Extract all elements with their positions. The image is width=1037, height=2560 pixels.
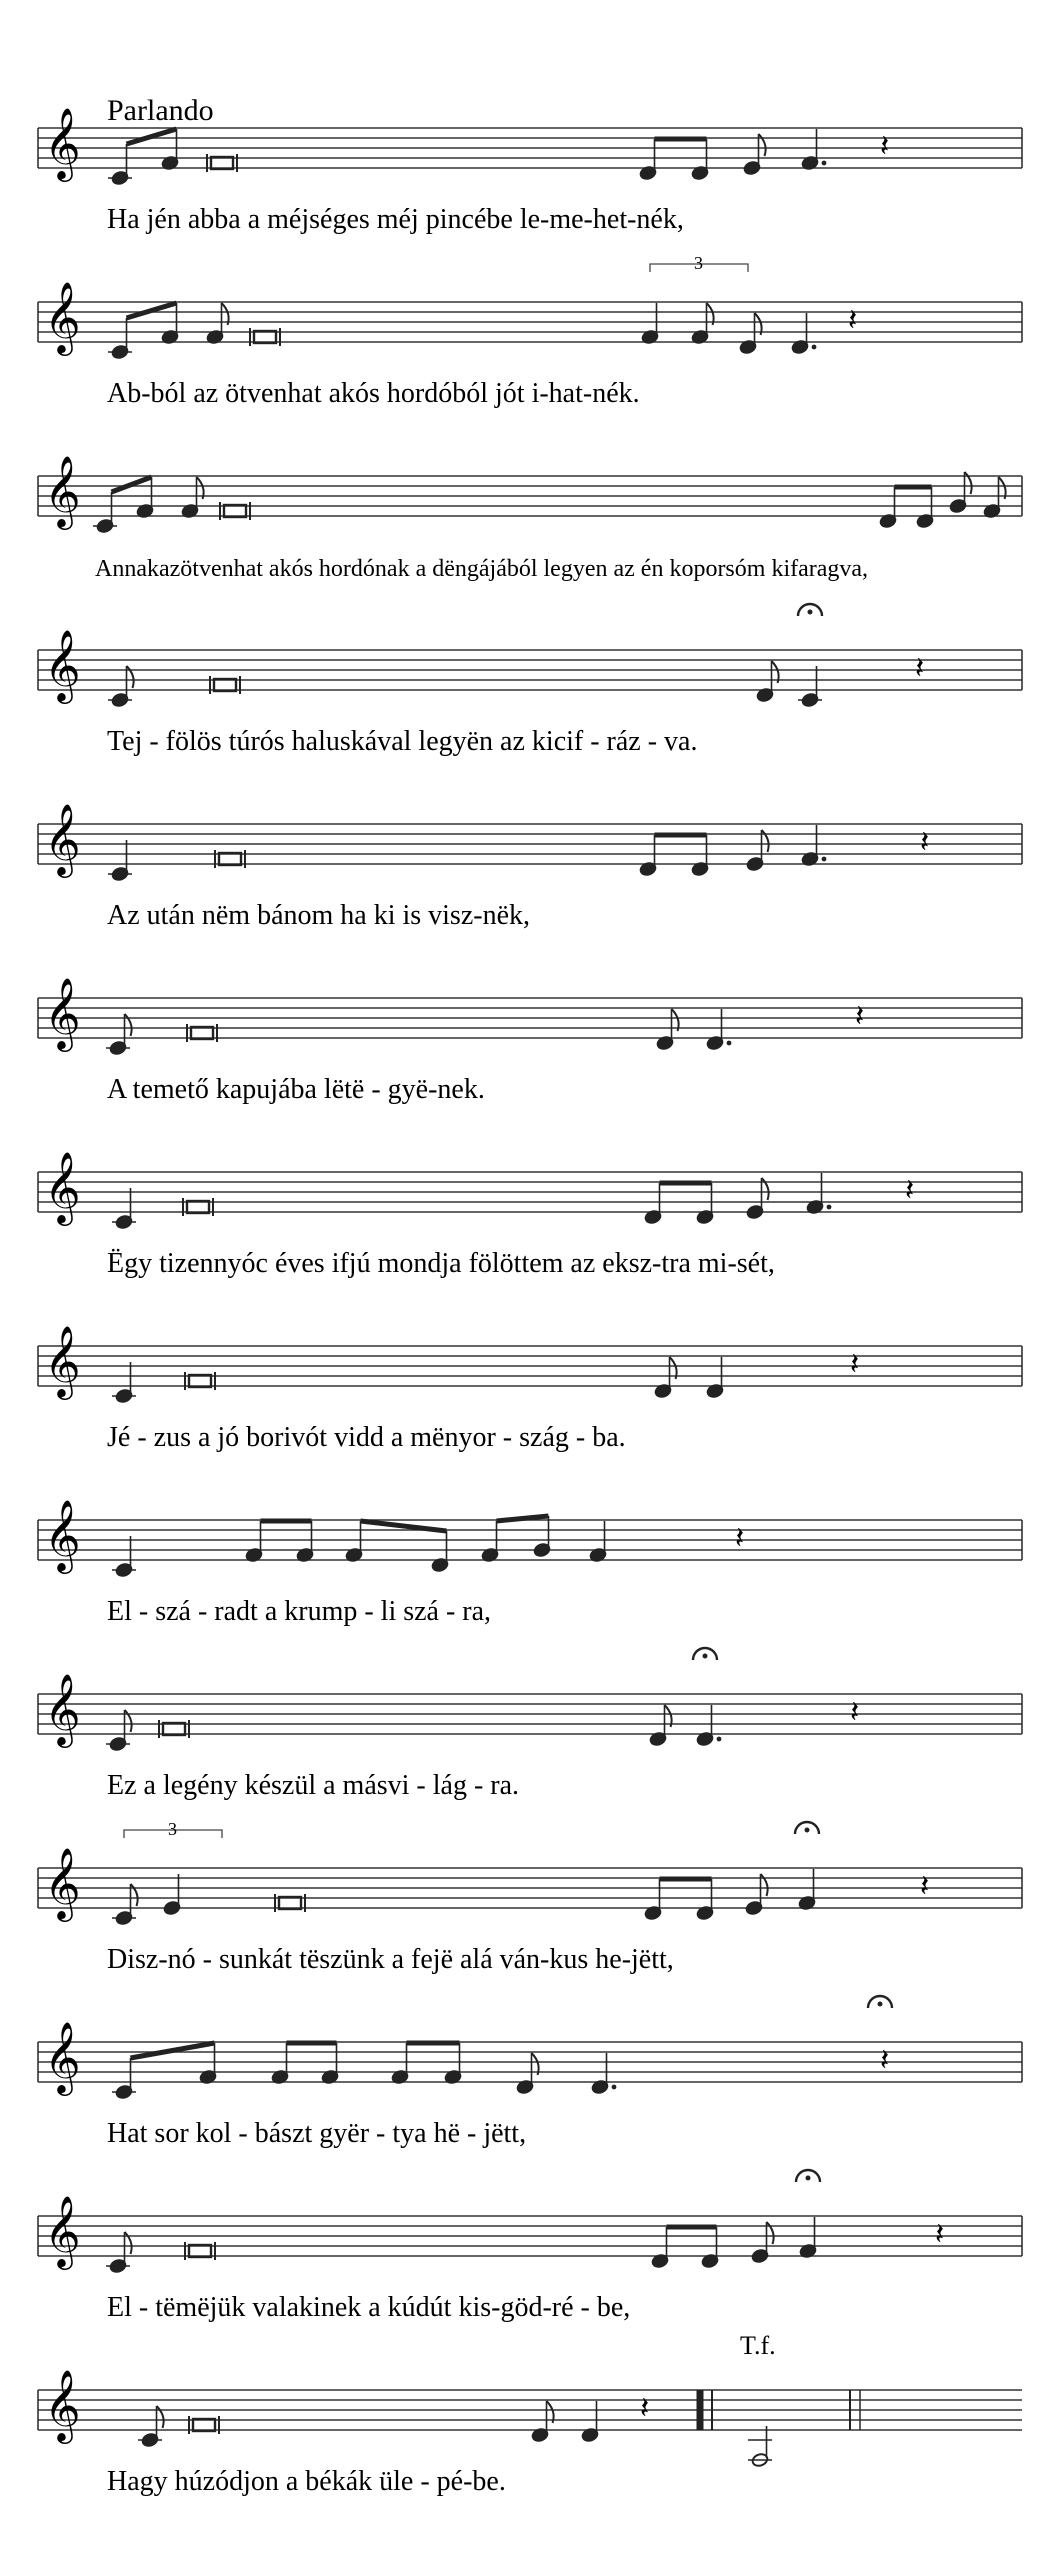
staff-system-10 — [38, 1672, 1022, 1801]
rest-icon: 𝄽 — [848, 303, 858, 338]
treble-clef-icon: 𝄞 — [44, 2368, 81, 2441]
treble-clef-icon: 𝄞 — [44, 2020, 81, 2093]
staff-system-12 — [38, 2020, 1022, 2149]
rest-icon: 𝄽 — [905, 1173, 915, 1208]
fermata-dot — [806, 2176, 811, 2181]
lyric-line: Ha jén abba a méjséges méj pincébe le-me-het-nék, — [107, 204, 684, 235]
lyric-line: Hagy húzódjon a békák üle - pé-be. — [107, 2466, 506, 2497]
rest-icon: 𝄽 — [935, 2217, 945, 2252]
beam — [131, 2043, 215, 2058]
rest-icon: 𝄽 — [735, 1521, 745, 1556]
note-dot — [822, 857, 827, 862]
breve-note — [187, 1201, 209, 1213]
breve-note — [224, 505, 246, 517]
breve-note — [279, 1897, 301, 1909]
lyric-line: Ab-ból az ötvenhat akós hordóból jót i-hat-nék. — [107, 378, 640, 409]
staff-system-3 — [38, 454, 1022, 582]
tuplet-number: 3 — [168, 1819, 177, 1839]
lyric-line: Disz-nó - sunkát tëszünk a fejë alá ván-kus he-jëtt, — [107, 1944, 674, 1975]
staff-system-4 — [38, 628, 1022, 757]
fermata-dot — [703, 1654, 708, 1659]
rest-icon: 𝄽 — [920, 825, 930, 860]
treble-clef-icon: 𝄞 — [44, 1672, 81, 1745]
lyric-line: Jé - zus a jó borivót vidd a mënyor - szág - ba. — [107, 1422, 626, 1453]
note-dot — [727, 1041, 732, 1046]
breve-note — [254, 331, 276, 343]
rest-icon: 𝄽 — [855, 999, 865, 1034]
breve-note — [219, 853, 241, 865]
lyric-line: El - szá - radt a krump - li szá - ra, — [107, 1596, 492, 1627]
staff-system-8 — [38, 1324, 1022, 1453]
staff-system-2 — [38, 280, 1022, 409]
note-dot — [612, 2085, 617, 2090]
staff-system-13 — [38, 2194, 1022, 2323]
staff-system-9 — [38, 1498, 1022, 1627]
tempo-marking: Parlando — [107, 94, 214, 127]
rest-icon: 𝄽 — [850, 1695, 860, 1730]
breve-note — [193, 2419, 215, 2431]
note-dot — [827, 1205, 832, 1210]
rest-icon: 𝄽 — [920, 1869, 930, 1904]
beam — [127, 303, 177, 318]
fermata-dot — [805, 1828, 810, 1833]
lyric-line: Tej - fölös túrós haluskával legyën az kicif - ráz - va. — [107, 726, 698, 757]
treble-clef-icon: 𝄞 — [44, 1324, 81, 1397]
treble-clef-icon: 𝄞 — [44, 976, 81, 1049]
beam — [127, 129, 177, 144]
lyric-line: A temető kapujába lëtë - gyë-nek. — [107, 1074, 485, 1105]
breve-note — [214, 679, 236, 691]
treble-clef-icon: 𝄞 — [44, 628, 81, 701]
breve-note — [189, 1375, 211, 1387]
rest-icon: 𝄽 — [880, 2043, 890, 2078]
fermata-dot — [878, 2002, 883, 2007]
breve-note — [189, 2245, 211, 2257]
note-dot — [717, 1737, 722, 1742]
staff-system-14 — [38, 2368, 1022, 2497]
staff-system-5 — [38, 802, 1022, 931]
breve-note — [163, 1723, 185, 1735]
treble-clef-icon: 𝄞 — [44, 1846, 81, 1919]
lyric-line: Annakazötvenhat akós hordónak a dëngájából legyen az én koporsóm kifaragva, — [95, 556, 869, 582]
ending-marking: T.f. — [740, 2331, 776, 2360]
note-dot — [822, 161, 827, 166]
rest-icon: 𝄽 — [850, 1347, 860, 1382]
treble-clef-icon: 𝄞 — [44, 280, 81, 353]
treble-clef-icon: 𝄞 — [44, 802, 81, 875]
rest-icon: 𝄽 — [640, 2391, 650, 2426]
treble-clef-icon: 𝄞 — [44, 1150, 81, 1223]
breve-note — [211, 157, 233, 169]
note-dot — [812, 345, 817, 350]
staff-system-6 — [38, 976, 1022, 1105]
fermata-dot — [808, 610, 813, 615]
beam — [112, 477, 152, 492]
rest-icon: 𝄽 — [915, 651, 925, 686]
treble-clef-icon: 𝄞 — [44, 2194, 81, 2267]
lyric-line: Az után nëm bánom ha ki is visz-nëk, — [107, 900, 531, 931]
lyric-line: Ez a legény készül a másvi - lág - ra. — [107, 1770, 520, 1801]
treble-clef-icon: 𝄞 — [44, 454, 81, 527]
rest-icon: 𝄽 — [880, 129, 890, 164]
breve-note — [191, 1027, 213, 1039]
tuplet-number: 3 — [694, 253, 703, 273]
lyric-line: Ëgy tizennyóc éves ifjú mondja fölöttem az eksz-tra mi-sét, — [107, 1248, 775, 1279]
lyric-line: Hat sor kol - bászt gyër - tya hë - jëtt, — [107, 2118, 527, 2149]
treble-clef-icon: 𝄞 — [44, 1498, 81, 1571]
staff-system-11 — [38, 1846, 1022, 1975]
staff-systems — [38, 106, 1022, 2497]
lyric-line: El - tëmëjük valakinek a kúdút kis-göd-ré - be, — [107, 2292, 631, 2323]
treble-clef-icon: 𝄞 — [44, 106, 81, 179]
staff-system-7 — [38, 1150, 1022, 1279]
